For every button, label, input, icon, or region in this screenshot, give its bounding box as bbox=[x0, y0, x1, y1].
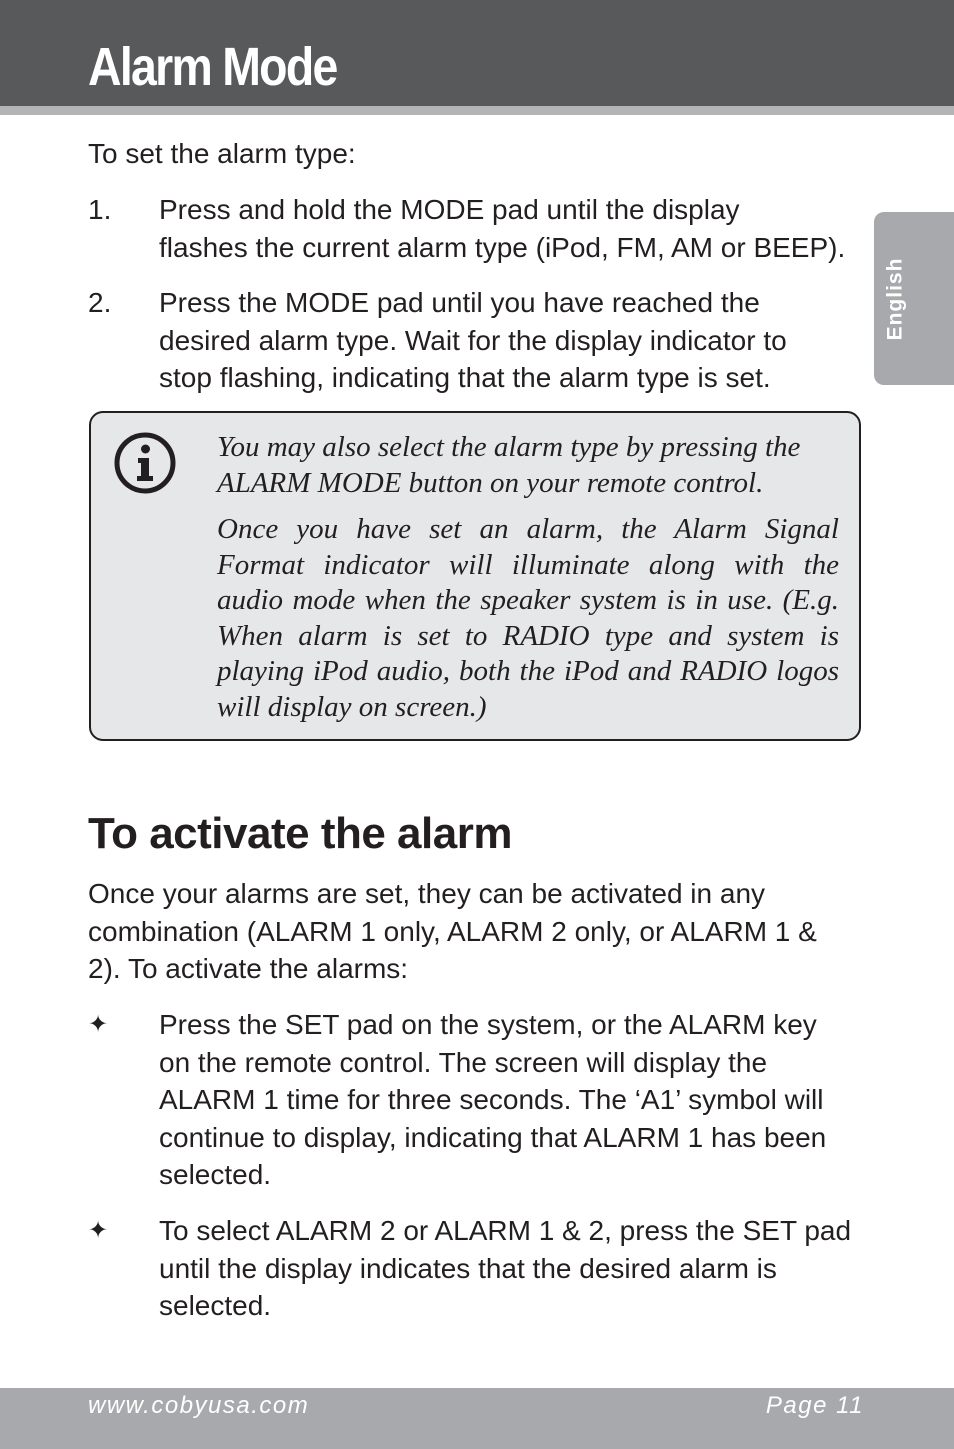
section-intro-line: combination (ALARM 1 only, ALARM 2 only, or ALARM 1 & bbox=[88, 915, 817, 947]
bullet-2-line: selected. bbox=[159, 1290, 272, 1321]
page-title: Alarm Mode bbox=[88, 37, 337, 97]
section-intro bbox=[88, 875, 817, 988]
bullet-1-line: selected. bbox=[159, 1159, 272, 1190]
step-2-line: stop flashing, indicating that the alarm type is set. bbox=[159, 362, 771, 393]
section-intro-line: Once your alarms are set, they can be activated in any bbox=[88, 878, 766, 909]
step-1-number: 1. bbox=[88, 194, 112, 225]
language-tab-label: English bbox=[883, 257, 906, 340]
intro-text: To set the alarm type: bbox=[88, 138, 356, 169]
step-1-line: Press and hold the MODE pad until the display bbox=[159, 194, 740, 225]
bullet-1-line: on the remote control. The screen will display the bbox=[159, 1046, 768, 1078]
page-number: Page 11 bbox=[765, 1392, 864, 1419]
bullet-1-line: ALARM 1 time for three seconds. The ‘A1’ symbol will bbox=[159, 1084, 824, 1115]
step-2-line: desired alarm type. Wait for the display indicator to bbox=[159, 324, 787, 356]
step-2-line: Press the MODE pad until you have reached the bbox=[159, 287, 760, 318]
bullet-1-line: Press the SET pad on the system, or the ALARM key bbox=[159, 1009, 817, 1040]
bullet-2-line: until the display indicates that the desired alarm is bbox=[159, 1252, 777, 1284]
section-heading: To activate the alarm bbox=[88, 809, 512, 858]
language-tab bbox=[874, 212, 954, 385]
bullet-2-line: To select ALARM 2 or ALARM 1 & 2, press the SET pad bbox=[159, 1215, 852, 1246]
bullet-1-line: continue to display, indicating that ALARM 1 has been bbox=[159, 1121, 827, 1153]
note-paragraph-2: Once you have set an alarm, the Alarm Signal Format indicator will illuminate along with the audio mode when the speaker system is in use. (E.g. When alarm is set to RADIO type and system is playing iPod audio, both the iPod and RADIO logos will display on screen.) bbox=[217, 513, 839, 723]
step-1-line: flashes the current alarm type (iPod, FM, AM or BEEP). bbox=[159, 231, 846, 263]
section-intro-line: 2). To activate the alarms: bbox=[88, 953, 409, 984]
info-icon bbox=[113, 431, 177, 495]
footer-url: www.cobyusa.com bbox=[88, 1392, 310, 1419]
step-2-number: 2. bbox=[88, 287, 112, 318]
note-box bbox=[89, 411, 861, 741]
star-bullet-icon: ✦ bbox=[88, 1217, 109, 1244]
star-bullet-icon: ✦ bbox=[88, 1011, 109, 1038]
header-rule bbox=[0, 106, 954, 115]
note-paragraph-1: You may also select the alarm type by pressing the ALARM MODE button on your remote control. bbox=[217, 431, 801, 499]
